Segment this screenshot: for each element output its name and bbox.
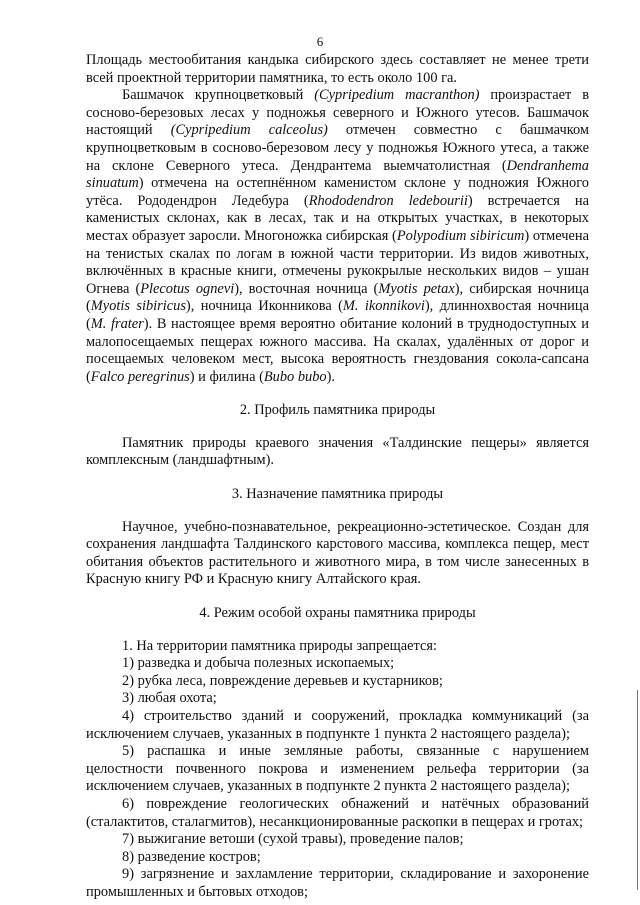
list-item: 4) строительство зданий и сооружений, прокладка коммуникаций (за исключением случаев, указанных в подпункте 1 пункта 2 настоящего раздела);	[86, 708, 589, 742]
latin-name: M. frater	[90, 315, 144, 332]
section-2-text: Памятник природы краевого значения «Талдинские пещеры» является комплексным (ландшафтным).	[86, 434, 589, 469]
document-body	[86, 52, 589, 902]
page-number: 6	[316, 34, 324, 49]
section-2-heading: 2. Профиль памятника природы	[239, 402, 436, 419]
latin-name: Bubo bubo	[263, 368, 327, 385]
latin-name: (Cypripedium calceolus)	[170, 122, 328, 139]
section-4-heading: 4. Режим особой охраны памятника природы	[199, 605, 476, 622]
paragraph-red-book-species: Башмачок крупноцветковый (Cypripedium macranthon) произрастает в сосново-березовых лесах у подножья северного и Южного утесов. Башмачок настоящий (Cypripedium calceolus) отмечен совместно с башмачком крупноцветковым в сосново-березовом лесу у подножья Южного утеса, а также на склоне Северного утеса. Дендрантема выемчатолистная (Dendranhema sinuatum) отмечена на остепнённом каменистом склоне у подножия Южного утёса. Рододендрон Ледебура (Rhododendron ledebourii) встречается на каменистых склонах, как в лесах, так и на открытых участках, в некоторых местах образует заросли. Многоножка сибирская (Polypodium sibiricum) отмечена на тенистых скалах по логам в южной части территории. Из видов животных, включённых в красные книги, отмечены рукокрылые нескольких видов – ушан Огнева (Plecotus ognevi), восточная ночница (Myotis petax), сибирская ночница (Myotis sibiricus), ночница Иконникова (M. ikonnikovi), длиннохвостая ночница (M. frater). В настоящее время вероятно обитание колоний в труднодоступных и малопосещаемых пещерах южного массива. На скалах, удалённых от дорог и посещаемых человеком мест, высока вероятность гнездования сокола-сапсана (Falco peregrinus) и филина (Bubo bubo).	[86, 87, 590, 385]
latin-name: Dendranhema sinuatum	[86, 157, 589, 192]
list-item: 9) загрязнение и захламление территории, складирование и захоронение промышленных и бытовых отходов;	[86, 866, 589, 900]
latin-name: (Cypripedium macranthon)	[314, 87, 480, 104]
latin-name: Plecotus ognevi	[140, 280, 235, 297]
list-item: 5) распашка и иные земляные работы, связанные с нарушением целостности почвенного покрова и изменением рельефа территории (за исключением случаев, указанных в подпункте 2 пункта 2 настоящего раздела);	[86, 743, 589, 795]
list-item: 1. На территории памятника природы запрещается:	[122, 637, 437, 654]
latin-name: Myotis sibiricus	[90, 298, 186, 315]
latin-name: M. ikonnikovi	[342, 298, 425, 315]
list-item: 2) рубка леса, повреждение деревьев и кустарников;	[122, 672, 443, 689]
list-item: 7) выжигание ветоши (сухой травы), проведение палов;	[122, 831, 464, 848]
paragraph-habitat-area: Площадь местообитания кандыка сибирского здесь составляет не менее трети всей проектной территории памятника, то есть около 100 га.	[86, 52, 589, 86]
section-3-heading: 3. Назначение памятника природы	[231, 486, 444, 503]
list-item: 3) любая охота;	[122, 690, 217, 707]
latin-name: Myotis petax	[378, 280, 455, 297]
latin-name: Rhododendron ledebourii	[308, 192, 468, 209]
scan-edge-line	[637, 690, 638, 890]
list-item: 1) разведка и добыча полезных ископаемых;	[122, 655, 395, 672]
latin-name: Polypodium sibiricum	[396, 227, 525, 244]
section-3-text: Научное, учебно-познавательное, рекреационно-эстетическое. Создан для сохранения ландшафта Талдинского карстового массива, комплекса пещер, мест обитания объектов растительного и животного мира, в том числе занесенных в Красную книгу РФ и Красную книгу Алтайского края.	[86, 518, 589, 588]
list-item: 6) повреждение геологических обнажений и натёчных образований (сталактитов, сталагмитов), несанкционированные раскопки в пещерах и гротах;	[86, 795, 589, 830]
latin-name: Falco peregrinus	[90, 368, 190, 385]
prohibitions-list	[86, 638, 589, 902]
list-item: 8) разведение костров;	[122, 848, 261, 865]
